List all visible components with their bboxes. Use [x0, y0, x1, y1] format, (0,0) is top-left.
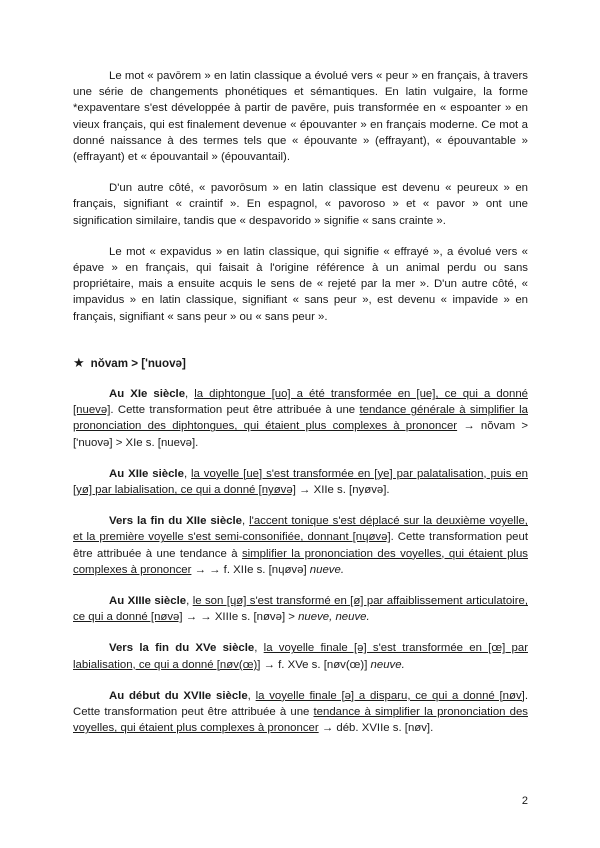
- stage-late-xve: Vers la fin du XVe siècle, la voyelle finale [ə] s'est transformée en [œ] par labialisation, ce qui a donné [nøv(œ)] → f. XVe s. [nøv(œ)] neuve.: [73, 642, 528, 671]
- stage-late-xiie: Vers la fin du XIIe siècle, l'accent tonique s'est déplacé sur la deuxième voyelle, et la première voyelle s'est semi-consonifiée, donnant [nɥøvə]. Cette transformation peut être attribuée à une tendance à simplifier la prononciation des voyelles, qui étaient plus complexes à prononcer → → f. XIIe s. [nɥøvə] nueve.: [73, 515, 529, 576]
- stage-form: nueve.: [309, 563, 344, 576]
- stage-early-xviie: Au début du XVIIe siècle, la voyelle finale [ə] a disparu, ce qui a donné [nøv]. Cette transformation peut être attribuée à une tendance à simplifier la prononciation des voyelles, qui étaient plus complexes à prononcer → déb. XVIIe s. [nøv].: [73, 689, 528, 735]
- stage-lead: Au XIe siècle: [109, 388, 186, 401]
- stage-lead: Vers la fin du XVe siècle: [109, 642, 255, 655]
- stage-change: le son [ɥø] s'est transformé en [ø] par affaiblissement articulatoire, ce qui a donné [nøvə]: [73, 595, 528, 624]
- stage-change: l'accent tonique s'est déplacé sur la deuxième voyelle, et la première voyelle s'est semi-consonifiée, donnant [nɥøvə]: [73, 515, 528, 544]
- star-icon: ★: [73, 354, 85, 370]
- stage-xiiie: Au XIIIe siècle, le son [ɥø] s'est transformé en [ø] par affaiblissement articulatoire, ce qui a donné [nøvə] → → XIIIe s. [nøvə] > nueve, neuve.: [73, 595, 528, 624]
- stage-result: → → f. XIIe s. [nɥøvə]: [191, 563, 310, 576]
- stage-form: neuve.: [370, 658, 405, 671]
- stage-result: → → XIIIe s. [nøvə] >: [182, 611, 299, 624]
- heading-text: nŏvam > ['nuovə]: [90, 356, 186, 370]
- stage-result: → déb. XVIIe s. [nøv].: [318, 722, 434, 735]
- section-heading: [73, 355, 528, 372]
- stage-xie: Au XIe siècle, la diphtongue [uo] a été transformée en [ue], ce qui a donné [nuevə]. Cette transformation peut être attribuée à une tendance générale à simplifier la prononciation des diphtongues, qui étaient plus complexes à prononcer → nŏvam > ['nuovə] > XIe s. [nuevə].: [73, 388, 528, 449]
- stage-explanation: simplifier la prononciation des voyelles, qui étaient plus complexes à prononcer: [73, 547, 528, 576]
- stage-text: . Cette transformation peut être attribuée à une: [73, 689, 528, 719]
- stage-change: la diphtongue [uo] a été transformée en [ue], ce qui a donné [nuevə]: [73, 388, 528, 417]
- stage-explanation: tendance à simplifier la prononciation des voyelles, qui étaient plus complexes à prononcer: [73, 706, 528, 735]
- stage-lead: Au XIIIe siècle: [109, 595, 187, 608]
- stage-explanation: tendance générale à simplifier la prononciation des diphtongues, qui étaient plus complexes à prononcer: [73, 404, 528, 433]
- document-page: [73, 68, 528, 752]
- paragraph-pavorem: Le mot « pavōrem » en latin classique a évolué vers « peur » en français, à travers une série de changements phonétiques et sémantiques. En latin vulgaire, la forme *expaventare s'est développée à partir de pavēre, puis transformée en « espoanter » en vieux français, qui est finalement devenue « épouvanter » en français moderne. Ce mot a donné naissance à des termes tels que « épouvante » (effrayant), « épouvantable » (effrayant) et « épouvantail » (épouvantail).: [73, 70, 528, 164]
- stage-change: la voyelle finale [ə] a disparu, ce qui a donné [nøv]: [255, 689, 525, 702]
- stage-result: → nŏvam > ['nuovə] > XIe s. [nuevə].: [73, 420, 528, 449]
- stage-result: → f. XVe s. [nøv(œ)]: [260, 658, 371, 671]
- page-number: 2: [521, 795, 528, 807]
- stage-lead: Au début du XVIIe siècle: [109, 689, 248, 702]
- stage-text: . Cette transformation peut être attribuée à une tendance à: [73, 531, 529, 560]
- paragraph-expavidus: Le mot « expavidus » en latin classique, qui signifie « effrayé », a évolué vers « épave » en français, qui faisait à l'origine référence à un animal perdu ou sans propriétaire, mais a ensuite acquis le sens de « rejeté par la mer ». D'un autre côté, « impavidus » en latin classique, signifiant « sans peur », est devenu « impavide » en français, signifiant « sans peur » ou « sans peur ».: [73, 245, 528, 323]
- stage-result: → XIIe s. [nyøvə].: [295, 484, 390, 497]
- stage-form: nueve, neuve.: [298, 611, 370, 624]
- stage-lead: Vers la fin du XIIe siècle: [109, 515, 243, 528]
- paragraph-pavorosum: D'un autre côté, « pavorōsum » en latin classique est devenu « peureux » en français, signifiant « craintif ». En espagnol, « pavoroso » et « pavor » ont une signification similaire, tandis que « despavorido » signifie « sans crainte ».: [73, 182, 528, 227]
- stage-change: la voyelle finale [ə] s'est transformée en [œ] par labialisation, ce qui a donné [nøv(œ)]: [73, 642, 528, 671]
- stage-xiie: Au XIIe siècle, la voyelle [ue] s'est transformée en [ye] par palatalisation, puis en [yø] par labialisation, ce qui a donné [nyøvə] → XIIe s. [nyøvə].: [73, 467, 528, 497]
- stage-change: la voyelle [ue] s'est transformée en [ye] par palatalisation, puis en [yø] par labialisation, ce qui a donné [nyøvə]: [73, 467, 528, 497]
- stage-lead: Au XIIe siècle: [109, 467, 184, 480]
- stage-text: . Cette transformation peut être attribuée à une: [110, 404, 360, 417]
